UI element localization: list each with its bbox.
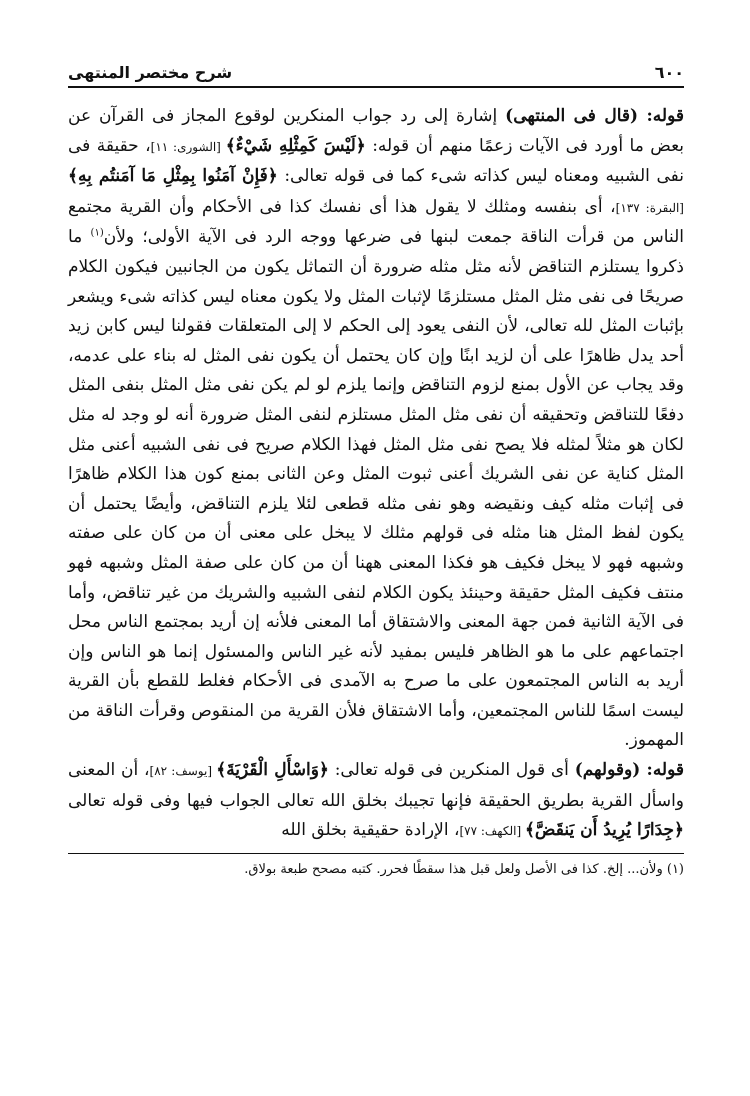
footnote-rule: [68, 853, 684, 854]
paragraph-commentary-1: [68, 102, 684, 756]
text-segment: ، أن المعنى واسأل القرية بطريق الحقيقة فإنها تجيبك بخلق الله تعالى الجواب فيها وفى قوله تعالى: [68, 760, 684, 811]
text-segment: ، أى بنفسه ومثلك لا يقول هذا أى نفسك كذا فى الأحكام وأن القرية مجتمع الناس من قرأت الناقة جمعت لبنها فى ضرعها ووجه الرد فى الآية الأولى؛ ولأن: [68, 196, 684, 248]
running-header: [68, 48, 684, 82]
footnote: (١) ولأن... إلخ. كذا فى الأصل ولعل قبل هذا سقطًا فحرر. كتبه مصحح طبعة بولاق.: [244, 861, 684, 877]
footnote-marker: (١): [90, 227, 104, 239]
verse-reference: [يوسف: ٨٢]: [149, 764, 217, 779]
verse-reference: [الكهف: ٧٧]: [459, 824, 525, 839]
quran-quote: ﴿فَإِنْ آمَنُوا بِمِثْلِ مَا آمَنتُم بِهِ﴾: [68, 166, 278, 187]
book-title: شرح مختصر المنتهى: [68, 63, 233, 82]
quran-quote: ﴿جِدَارًا يُرِيدُ أَن يَنقَضَّ﴾: [524, 820, 684, 841]
lemma-heading: قوله: (قال فى المنتهى): [505, 106, 684, 126]
quran-quote: ﴿وَاسْأَلِ الْقَرْيَةَ﴾: [216, 760, 329, 781]
text-segment: أى قول المنكرين فى قوله تعالى:: [328, 760, 575, 781]
text-segment: ، حقيقة فى نفى الشبيه ومعناه ليس كذاته شىء كما فى قوله تعالى:: [68, 135, 684, 187]
main-text: [68, 102, 684, 847]
lemma-heading: قوله: (وقولهم): [574, 760, 685, 781]
verse-reference: [البقرة: ١٣٧]: [615, 200, 684, 215]
header-rule: [68, 86, 684, 88]
text-segment: ما ذكروا يستلزم التناقض لأنه مثل مثله ضرورة أن التماثل يكون من الجانبين فيكون الكلام صريحًا فى نفى مثل المثل مستلزمًا لإثبات المثل ولا يكون معناه ليس كذاته شىء ويشعر بإثبات المثل لله تعالى، لأن النفى يعود إلى الحكم لا إلى المتعلقات فقولنا ليس كابن زيد أحد يدل ظاهرًا على أن لزيد ابنًا وإن كان يحتمل أن يكون نفى المثل له بناء على عدمه، وقد يجاب عن الأول بمنع لزوم التناقض وإنما يلزم لو لم يكن نفى مثل المثل بنفى المثل دفعًا للتناقض وتحقيقه أن نفى مثل المثل مستلزم لنفى المثل ضرورة أنه لو وجد له مثل لكان هو مثلاً لمثله فلا يصح نفى مثل المثل فهذا الكلام صريح فى نفى الشبيه أعنى مثل المثل كناية عن نفى الشريك أعنى ثبوت المثل وعن الثانى بمنع كون هذا الكلام ظاهرًا فى إثبات مثله كيف ونقيضه وهو نفى مثله قطعى لئلا يلزم التناقض، وأيضًا يحتمل أن يكون لفظ المثل هنا مثله فى قولهم مثلك لا يبخل على معنى أن من كان على صفته وشبهه فهو لا يبخل فكيف هو فكذا المعنى ههنا أن من كان على صفة المثل وشبهه فهو منتف فكيف المثل حقيقة وحينئذ يكون الكلام لنفى الشبيه والشريك من غير تناقض، وأما فى الآية الثانية فمن جهة المعنى والاشتقاق أما المعنى فلأنه إن أريد بمجتمع الناس محل اجتماعهم على ما هو الظاهر فليس بمفيد لأنه غير الناس والمسئول إنما هو الناس وإن أريد به الناس المجتمعون على ما صرح به الآمدى فى الأحكام فغلط للقطع بأن القرية ليست اسمًا للناس المجتمعين، وأما الاشتقاق فلأن القرية من المنقوص وقرأت الناقة من المهموز.: [68, 227, 684, 751]
quran-quote: ﴿لَيْسَ كَمِثْلِهِ شَيْءٌ﴾: [225, 135, 366, 156]
text-segment: إشارة إلى رد جواب المنكرين لوقوع المجاز فى القرآن عن بعض ما أورد فى الآيات زعمًا منهم أن قوله:: [68, 106, 685, 156]
paragraph-commentary-2: [68, 756, 684, 847]
text-segment: ، الإرادة حقيقية بخلق الله: [281, 820, 460, 841]
book-page: [68, 48, 684, 880]
verse-reference: [الشورى: ١١]: [150, 139, 226, 154]
page-number: ٦٠٠: [654, 63, 684, 82]
